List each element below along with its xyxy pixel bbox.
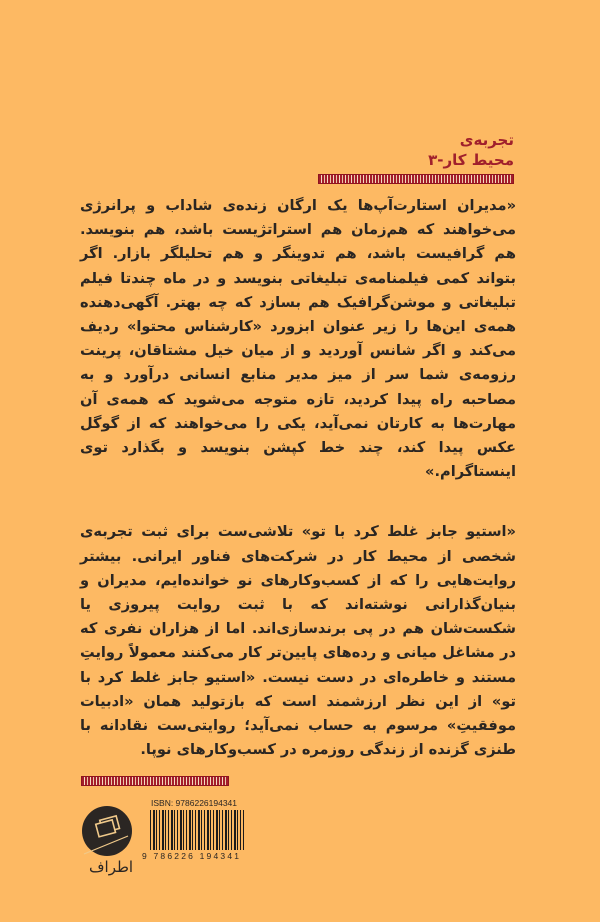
isbn-label: ISBN: 9786226194341 bbox=[151, 798, 238, 809]
blurb-paragraph-1: «مدیران استارت‌آپ‌ها یک ارگان زنده‌ی شاداب و پرانرژی می‌خواهند که هم‌زمان هم استراتژیست باشد، هم بنویسد. هم گرافیست باشد، هم تدوینگر و هم تحلیلگر بازار. اگر بتواند کمی فیلمنامه‌ی تبلیغاتی بنویسد و در ماه چندتا فیلم تبلیغاتی و موشن‌گرافیک هم بسازد که چه بهتر. آگهی‌دهنده همه‌ی این‌ها را زیر عنوان ابزورد «کارشناس محتوا» ردیف می‌کند و اگر شانس آوردید و از میان خیل مشتاقان، پرینت رزومه‌ی شما سر از میز مدیر منابع انسانی درآورد و به مصاحبه راه پیدا کردید، تازه متوجه می‌شوید که همه‌ی آن مهارت‌ها به کارتان نمی‌آید، یکی را می‌خواهند که از گوگل عکس پیدا کند، چند خط کپشن بنویسد و بگذارد توی اینستاگرام.» bbox=[80, 197, 516, 481]
book-title bbox=[80, 130, 514, 170]
barcode bbox=[150, 810, 244, 850]
publisher-logo-icon bbox=[82, 806, 132, 856]
decorative-band-top bbox=[318, 174, 514, 184]
title-line-2: محیط کار-۳ bbox=[428, 151, 514, 169]
decorative-band-bottom bbox=[81, 776, 229, 786]
title-line-1: تجربه‌ی bbox=[459, 131, 514, 149]
cover-content bbox=[80, 0, 516, 922]
footer bbox=[80, 792, 516, 882]
blurb-paragraph-2: «استیو جابز غلط کرد با تو» تلاشی‌ست برای ثبت تجربه‌ی شخصی از محیط کار در شرکت‌های فناور ایرانی. بیشتر روایت‌هایی را که از کسب‌وکارهای نو خوانده‌ایم، مدیران و بنیان‌گذارانی نوشته‌اند که با ثبت روایت پیروزی یا شکست‌شان هم در پی برندسازی‌اند. اما از هزاران نفری که در مشاغل میانی و رده‌های پایین‌تر کار می‌کنند معمولاً روایتِ مستند و خاطره‌ای در دست نیست. «استیو جابز غلط کرد با تو» از این نظر ارزشمند است که بازتولید همان «ادبیات موفقیتِ» مرسوم به حساب نمی‌آید؛ روایتی‌ست نقادانه با طنزی گزنده از زندگی روزمره در کسب‌وکارهای نوپا. bbox=[80, 523, 516, 759]
barcode-number: 9 786226 194341 bbox=[142, 851, 242, 862]
publisher-name: اطراف bbox=[89, 858, 134, 877]
